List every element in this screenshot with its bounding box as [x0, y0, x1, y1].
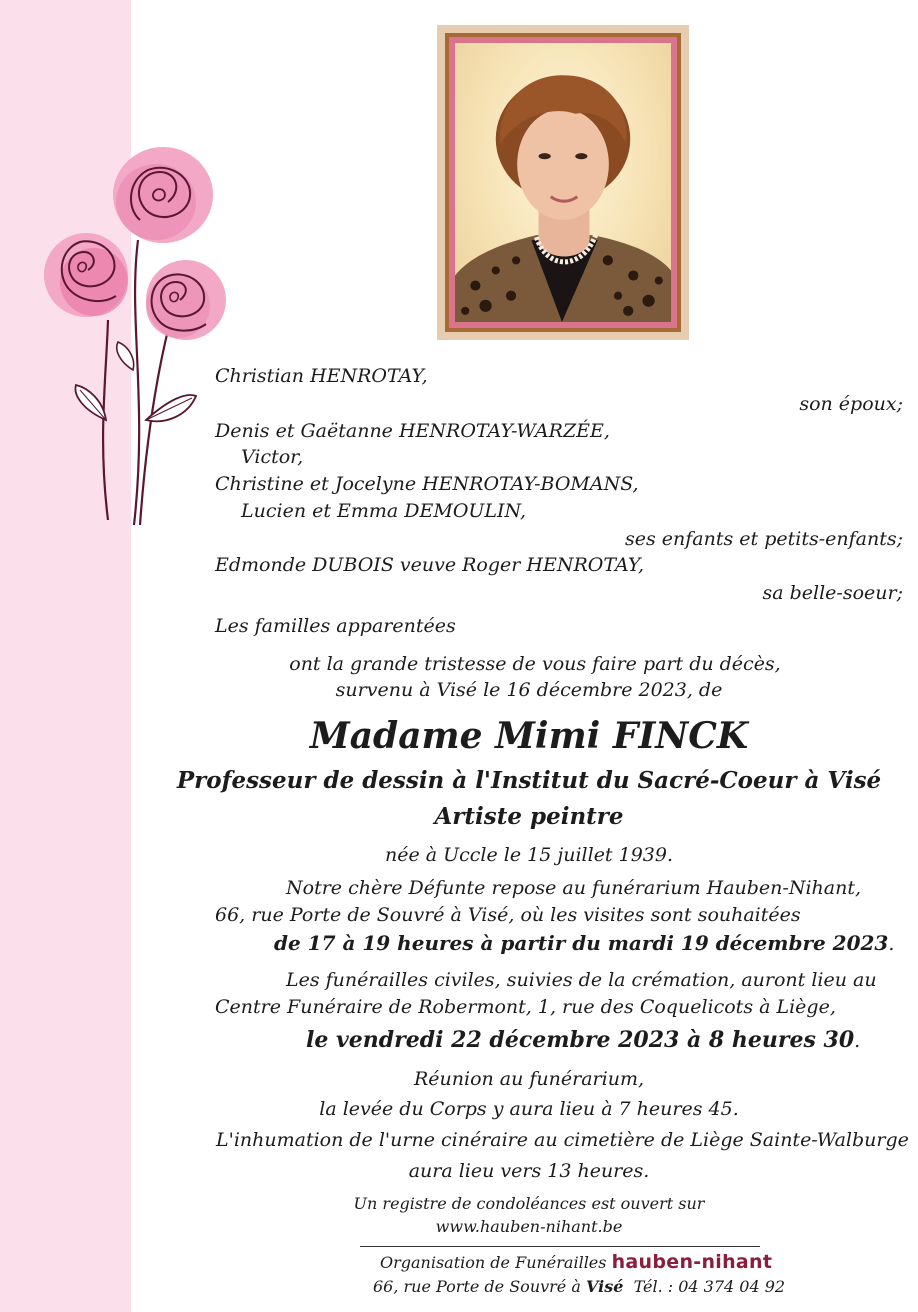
visitation-hours: de 17 à 19 heures à partir du mardi 19 décembre 2023.	[274, 931, 895, 955]
role-children: ses enfants et petits-enfants;	[625, 528, 903, 550]
announcement-line-2: survenu à Visé le 16 décembre 2023, de	[335, 679, 723, 701]
footer-divider	[360, 1246, 760, 1247]
funeral-levee: la levée du Corps y aura lieu à 7 heures 45.	[319, 1098, 739, 1120]
funeral-inhumation-time: aura lieu vers 13 heures.	[408, 1160, 650, 1182]
funeral-line-1: Les funérailles civiles, suivies de la crémation, auront lieu au	[286, 969, 877, 991]
deceased-birth: née à Uccle le 15 juillet 1939.	[384, 844, 674, 866]
deceased-title-1: Professeur de dessin à l'Institut du Sacré-Coeur à Visé	[176, 767, 882, 794]
brand-logo: hauben-nihant	[611, 1251, 773, 1273]
condolences-url-link[interactable]: www.hauben-nihant.be	[435, 1217, 623, 1236]
family-relatives: Les familles apparentées	[215, 615, 456, 637]
roses-illustration-icon	[28, 140, 238, 540]
family-child-2: Christine et Jocelyne HENROTAY-BOMANS,	[215, 473, 639, 495]
funeral-line-2: Centre Funéraire de Robermont, 1, rue des Coquelicots à Liège,	[215, 996, 836, 1018]
visitation-line-2: 66, rue Porte de Souvré à Visé, où les visites sont souhaitées	[215, 904, 801, 926]
condolences-text: Un registre de condoléances est ouvert sur	[353, 1194, 705, 1213]
funeral-inhumation: L'inhumation de l'urne cinéraire au cimetière de Liège Sainte-Walburge	[216, 1129, 909, 1151]
role-husband: son époux;	[799, 393, 903, 415]
family-child-1: Denis et Gaëtanne HENROTAY-WARZÉE,	[215, 420, 610, 442]
funeral-meeting: Réunion au funérarium,	[413, 1068, 645, 1090]
family-sister-in-law: Edmonde DUBOIS veuve Roger HENROTAY,	[215, 554, 645, 576]
portrait-photo	[455, 43, 671, 322]
announcement-line-1: ont la grande tristesse de vous faire part du décès,	[289, 653, 781, 675]
visitation-line-1: Notre chère Défunte repose au funérarium Hauben-Nihant,	[286, 877, 862, 899]
deceased-name: Madame Mimi FINCK	[309, 715, 749, 757]
family-grandchild-1: Victor,	[241, 446, 304, 468]
footer-org	[380, 1251, 772, 1274]
family-grandchild-2: Lucien et Emma DEMOULIN,	[241, 500, 526, 522]
family-husband: Christian HENROTAY,	[215, 365, 428, 387]
footer-address: 66, rue Porte de Souvré à Visé Tél. : 04 374 04 92	[373, 1277, 786, 1296]
portrait-frame	[437, 25, 689, 340]
role-sister-in-law: sa belle-soeur;	[762, 582, 903, 604]
footer-org-label: Organisation de Funérailles	[380, 1253, 607, 1272]
funeral-date: le vendredi 22 décembre 2023 à 8 heures 30.	[306, 1027, 861, 1053]
deceased-title-2: Artiste peintre	[434, 803, 624, 830]
